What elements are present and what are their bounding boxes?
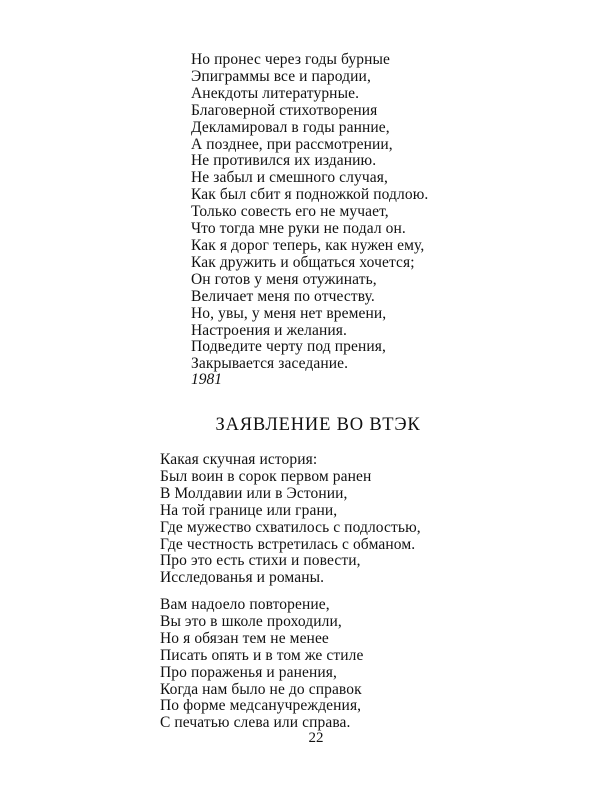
poem-line: Где мужество схватилось с подлостью,	[160, 518, 421, 536]
poem-stanza	[191, 52, 428, 373]
poem-line: Какая скучная история:	[160, 451, 318, 468]
poem-line: Как был сбит я подножкой подлою.	[191, 186, 429, 204]
poem-line: Писать опять и в том же стиле	[160, 646, 364, 664]
poem-line: Как дружить и общаться хочется;	[191, 253, 415, 271]
poem-line: Благоверной стихотворения	[191, 101, 378, 119]
poem-line: Когда нам было не до справок	[160, 680, 362, 698]
poem-line: Он готов у меня отужинать,	[191, 270, 377, 288]
page-number: 22	[308, 730, 324, 746]
poem-line: Закрывается заседание.	[191, 355, 349, 373]
poem-line: Про пораженья и ранения,	[160, 663, 337, 681]
poem-line: Анекдоты литературные.	[191, 84, 360, 102]
poem-line: Величает меня по отчеству.	[191, 287, 375, 305]
poem-line: На той границе или грани,	[160, 501, 338, 519]
poem-line: Только совесть его не мучает,	[191, 203, 389, 221]
poem-stanza	[160, 597, 363, 732]
poem-line: Как я дорог теперь, как нужен ему,	[191, 236, 425, 254]
poem-line: В Молдавии или в Эстонии,	[160, 484, 348, 502]
poem-stanza	[160, 452, 421, 587]
poem-line: Что тогда мне руки не подал он.	[191, 220, 406, 238]
poem-line: Но, увы, у меня нет времени,	[191, 304, 387, 322]
poem-line: Не забыл и смешного случая,	[191, 169, 388, 187]
poem-line: С печатью слева или справа.	[160, 714, 351, 732]
poem-date: 1981	[191, 371, 222, 388]
poem-line: Был воин в сорок первом ранен	[160, 467, 372, 485]
poem-line: Где честность встретилась с обманом.	[160, 535, 416, 553]
poem-line: Исследованья и романы.	[160, 569, 325, 587]
poem-line: По форме медсанучреждения,	[160, 697, 362, 715]
poem-line: Но я обязан тем не менее	[160, 629, 329, 647]
poem-line: Не противился их изданию.	[191, 152, 377, 170]
poem-line: А позднее, при рассмотрении,	[191, 135, 393, 153]
poem-line: Подведите черту под прения,	[191, 338, 386, 356]
poem-title: ЗАЯВЛЕНИЕ ВО ВТЭК	[215, 415, 421, 435]
poem-line: Вы это в школе проходили,	[160, 612, 342, 630]
poem-line: Эпиграммы все и пародии,	[191, 67, 371, 85]
poem-line: Вам надоело повторение,	[160, 596, 330, 613]
poem-line: Но пронес через годы бурные	[191, 51, 390, 68]
poem-line: Настроения и желания.	[191, 321, 347, 339]
poem-line: Декламировал в годы ранние,	[191, 118, 390, 136]
poem-line: Про это есть стихи и повести,	[160, 552, 361, 570]
